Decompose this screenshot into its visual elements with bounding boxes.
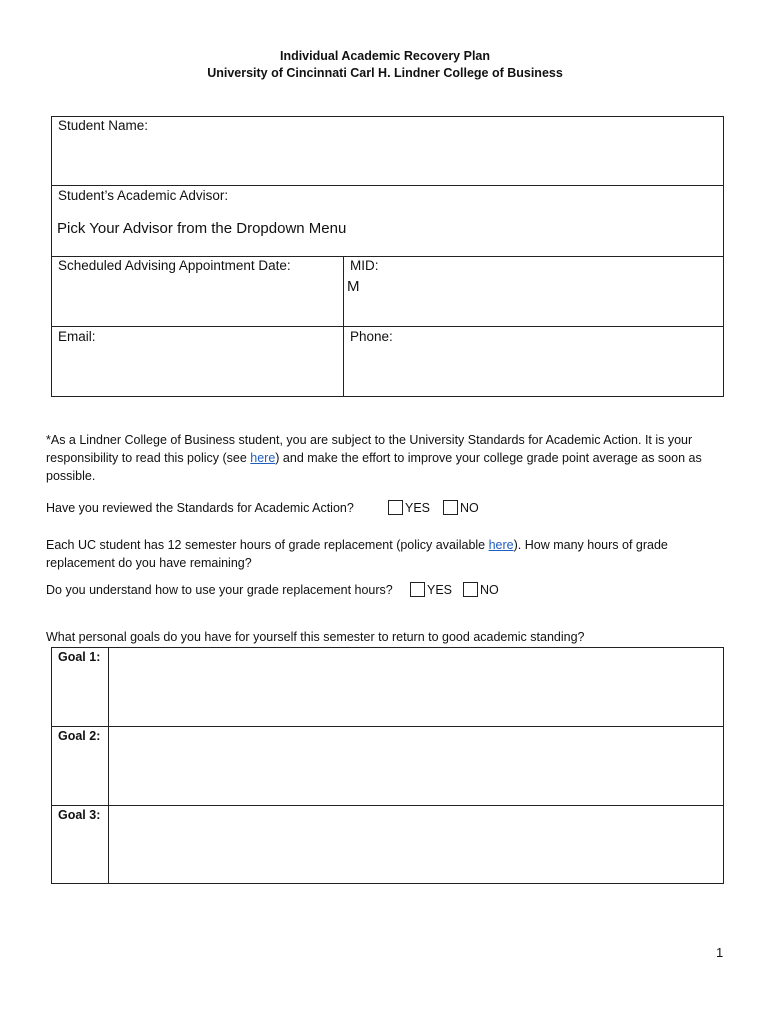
phone-label: Phone: [350, 329, 393, 344]
goal-3-label: Goal 3: [58, 808, 101, 822]
goal-2-field[interactable] [112, 729, 720, 801]
policy-link[interactable]: here [250, 451, 276, 465]
standards-no-checkbox[interactable] [443, 500, 458, 515]
mid-label: MID: [350, 258, 379, 273]
student-name-field[interactable] [56, 138, 720, 182]
appointment-date-label: Scheduled Advising Appointment Date: [58, 258, 291, 273]
advisor-label: Student’s Academic Advisor: [58, 188, 229, 203]
goal-1-label: Goal 1: [58, 650, 101, 664]
yes-label: YES [427, 583, 453, 597]
goal-1-field[interactable] [112, 650, 720, 722]
standards-yes-option[interactable] [388, 500, 430, 515]
grade-replacement-yes-option[interactable] [410, 582, 452, 597]
student-name-label: Student Name: [58, 118, 149, 133]
column-divider [108, 647, 109, 884]
page-number: 1 [716, 945, 724, 960]
goals-prompt: What personal goals do you have for yourself this semester to return to good academic standing? [46, 630, 585, 644]
policy-paragraph: *As a Lindner College of Business student, you are subject to the University Standards for Academic Action. It is your responsibility to read this policy (see here) and make the effort to improve your college grade point average as soon as possible. [46, 433, 702, 483]
mid-field[interactable]: M [347, 278, 360, 295]
email-field[interactable] [56, 350, 338, 392]
row-divider [51, 185, 724, 186]
email-label: Email: [58, 329, 96, 344]
no-label: NO [480, 583, 499, 597]
goal-3-field[interactable] [112, 808, 720, 880]
row-divider [51, 726, 724, 727]
standards-question: Have you reviewed the Standards for Academic Action? [46, 501, 354, 515]
yes-label: YES [405, 501, 431, 515]
row-divider [51, 326, 724, 327]
grade-replacement-yes-checkbox[interactable] [410, 582, 425, 597]
document-title: Individual Academic Recovery Plan [279, 49, 491, 63]
advisor-dropdown[interactable]: Pick Your Advisor from the Dropdown Menu [57, 220, 347, 237]
no-label: NO [460, 501, 479, 515]
appointment-date-field[interactable] [56, 280, 338, 322]
grade-replacement-paragraph: Each UC student has 12 semester hours of grade replacement (policy available here). How many hours of grade replacement do you have remaining? [46, 538, 668, 570]
standards-no-option[interactable] [443, 500, 479, 515]
document-subtitle: University of Cincinnati Carl H. Lindner College of Business [207, 66, 563, 80]
grade-replacement-link[interactable]: here [488, 538, 514, 552]
column-divider [343, 256, 344, 397]
grade-replacement-no-checkbox[interactable] [463, 582, 478, 597]
grade-replacement-no-option[interactable] [463, 582, 499, 597]
goal-2-label: Goal 2: [58, 729, 101, 743]
standards-yes-checkbox[interactable] [388, 500, 403, 515]
row-divider [51, 256, 724, 257]
row-divider [51, 805, 724, 806]
phone-field[interactable] [348, 350, 718, 392]
grade-replacement-question: Do you understand how to use your grade replacement hours? [46, 583, 393, 597]
